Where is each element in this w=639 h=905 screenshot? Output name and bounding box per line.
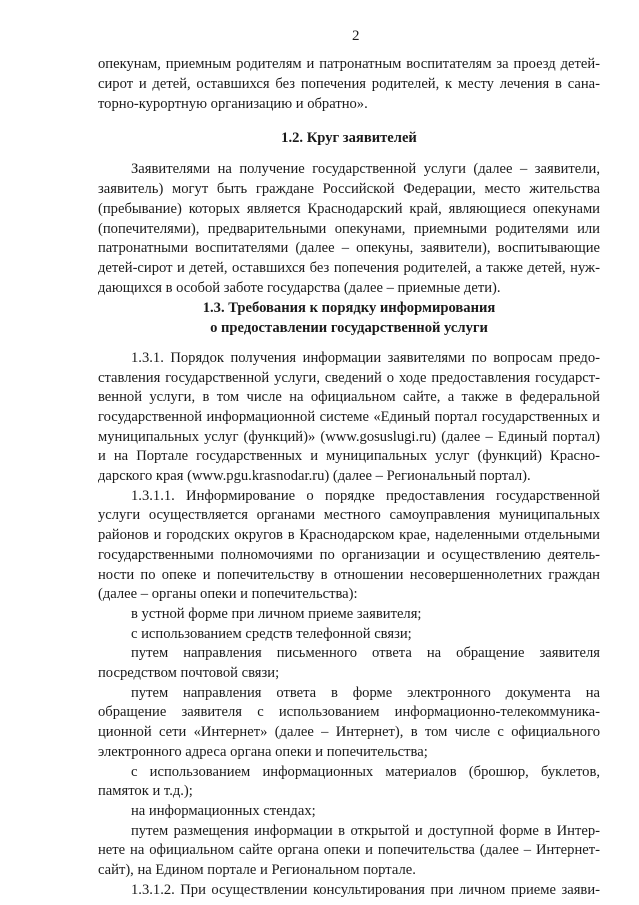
text-line: с использованием информационных материалов (брошюр, буклетов, (131, 764, 600, 780)
text-line: муниципальных услуг (функций)» (www.gosuslugi.ru) (далее – Единый портал) (98, 429, 600, 445)
text-line: детей-сирот и детей, оставшихся без попечения родителей, а также детей, нуж- (98, 260, 600, 276)
text-line: путем направления письменного ответа на обращение заявителя (131, 645, 600, 661)
text-line: ности по опеке и попечительству в отношении несовершеннолетних граждан (98, 567, 600, 583)
text-line: государственными полномочиями по организации и осуществлению деятель- (98, 547, 600, 563)
text-line: в устной форме при личном приеме заявителя; (131, 606, 422, 622)
text-line: дарского края (www.pgu.krasnodar.ru) (далее – Региональный портал). (98, 468, 531, 484)
text-line: (далее – органы опеки и попечительства): (98, 586, 358, 602)
text-line: Заявителями на получение государственной услуги (далее – заявители, (131, 161, 600, 177)
section-heading-line: о предоставлении государственной услуги (210, 320, 488, 336)
text-line: посредством почтовой связи; (98, 665, 280, 681)
section-heading-line: 1.2. Круг заявителей (281, 130, 417, 146)
text-line: (попечителями), предварительными опекунами, приемными родителями или (98, 221, 600, 237)
text-line: 1.3.1.1. Информирование о порядке предоставления государственной (131, 488, 600, 504)
text-line: на информационных стендах; (131, 803, 316, 819)
section-heading-line: 1.3. Требования к порядку информирования (202, 300, 496, 316)
text-line: 1.3.1. Порядок получения информации заявителями по вопросам предо- (131, 350, 600, 366)
text-line: нете на официальном сайте органа опеки и попечительства (далее – Интернет- (98, 842, 600, 858)
text-line: ставления государственной услуги, сведений о ходе предоставления государст- (98, 370, 600, 386)
text-line: 1.3.1.2. При осуществлении консультирования при личном приеме заяви- (131, 882, 600, 898)
text-line: услуги осуществляется органами местного самоуправления муниципальных (98, 507, 600, 523)
text-line: памяток и т.д.); (98, 783, 193, 799)
text-line: путем размещения информации в открытой и доступной форме в Интер- (131, 823, 600, 839)
text-line: сайт), на Едином портале и Региональном портале. (98, 862, 416, 878)
text-line: венной услуги, в том числе на официальном сайте, а также в федеральной (98, 389, 600, 405)
text-line: обращение заявителя с использованием информационно-телекоммуника- (98, 704, 600, 720)
text-line: электронного адреса органа опеки и попечительства; (98, 744, 428, 760)
page-number: 2 (352, 28, 360, 44)
text-line: ционной сети «Интернет» (далее – Интернет), в том числе с официального (98, 724, 600, 740)
text-line: патронатными воспитателями (далее – опекуны, заявители), воспитывающие (98, 240, 600, 256)
text-line: сирот и детей, оставшихся без попечения родителей, к месту лечения в сана- (98, 76, 600, 92)
text-line: дающихся в особой заботе государства (далее – приемные дети). (98, 280, 501, 296)
text-line: заявитель) могут быть граждане Российской Федерации, место жительства (98, 181, 600, 197)
text-line: опекунам, приемным родителям и патронатным воспитателям за проезд детей- (98, 56, 600, 72)
text-line: путем направления ответа в форме электронного документа на (131, 685, 600, 701)
text-line: (пребывание) которых является Краснодарский край, являющиеся опекунами (98, 201, 600, 217)
text-line: торно-курортную организацию и обратно». (98, 96, 368, 112)
text-line: районов и городских округов в Краснодарском крае, наделенными отдельными (98, 527, 600, 543)
text-line: государственной информационной системе «Единый портал государственных и (98, 409, 600, 425)
text-line: с использованием средств телефонной связи; (131, 626, 412, 642)
text-line: и на Портале государственных и муниципальных услуг (функций) Красно- (98, 448, 600, 464)
